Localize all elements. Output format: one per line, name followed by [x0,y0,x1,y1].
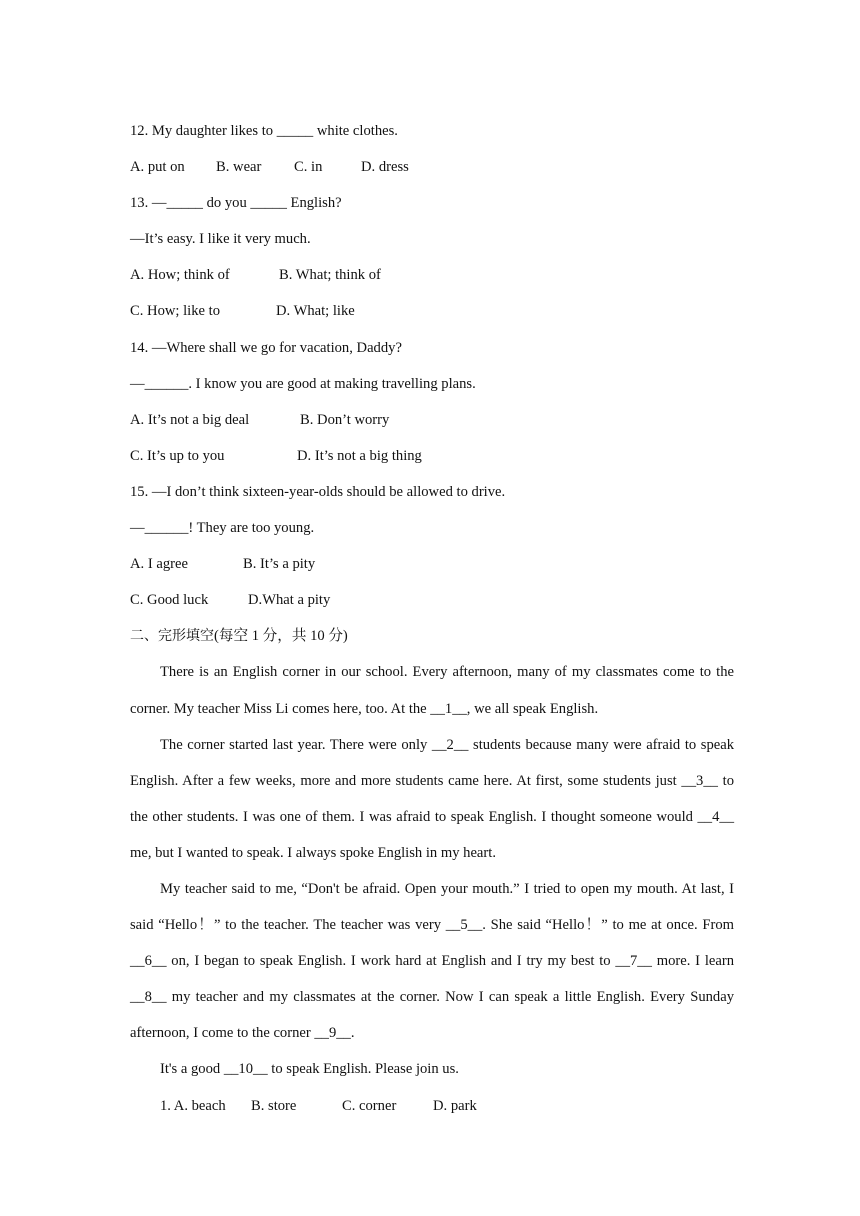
cloze-paragraph-1: There is an English corner in our school. Every afternoon, many of my classmates come to the corner. My teacher Miss Li comes here, too. At the __1__, we all speak English. [130,664,734,717]
q15-option-a: A. I agree [130,556,188,573]
q12-option-a: A. put on [130,159,185,176]
cloze-1-option-b: B. store [251,1097,297,1114]
q13-option-b: B. What; think of [279,267,381,284]
cloze-paragraph-3: My teacher said to me, “Don't be afraid. Open your mouth.” I tried to open my mouth. At last, I said “Hello！” to the teacher. The teacher was very __5__. She said “Hello！” to me at once. From __6__ on, I began to speak English. I work hard at English and I try my best to __7__ more. I learn __8__ my teacher and my classmates at the corner. Now I can speak a little English. Every Sunday afternoon, I come to the corner __9__. [130,880,734,1042]
exam-page [130,113,734,1124]
question-14-stem: 14. —Where shall we go for vacation, Daddy? [130,339,402,356]
question-14-options-row2 [130,438,734,474]
cloze-1-option-d: D. park [433,1097,477,1114]
question-12-options [130,149,734,185]
q12-option-b: B. wear [216,159,262,176]
section-2-scoring-note: (每空 1 分，共 10 分) [214,628,348,645]
question-13-options-row1 [130,257,734,293]
question-12-stem: 12. My daughter likes to _____ white clothes. [130,123,398,139]
q13-option-c: C. How; like to [130,303,220,320]
cloze-1-option-c: C. corner [342,1097,397,1114]
q15-option-d: D.What a pity [248,592,331,609]
question-13-reply: —It’s easy. I like it very much. [130,231,311,248]
cloze-paragraph-4: It's a good __10__ to speak English. Please join us. [160,1061,459,1078]
question-13-stem: 13. —_____ do you _____ English? [130,195,342,212]
question-13-options-row2 [130,293,734,329]
q12-option-c: C. in [294,159,323,176]
question-14-options-row1 [130,402,734,438]
cloze-1-option-a: 1. A. beach [160,1097,226,1114]
q14-option-a: A. It’s not a big deal [130,411,250,428]
q15-option-b: B. It’s a pity [243,556,316,573]
q14-option-b: B. Don’t worry [300,411,390,428]
cloze-1-options [130,1088,734,1124]
q13-option-d: D. What; like [276,303,355,320]
section-2-title: 二、完形填空 [130,628,214,645]
q13-option-a: A. How; think of [130,267,230,284]
question-14-reply: —______. I know you are good at making travelling plans. [130,375,476,392]
question-15-options-row2 [130,582,734,618]
cloze-paragraph-2: The corner started last year. There were only __2__ students because many were afraid to speak English. After a few weeks, more and more students came here. At first, some students just __3__ to the other students. I was one of them. I was afraid to speak English. I thought someone would __4__ me, but I wanted to speak. I always spoke English in my heart. [130,736,734,861]
section-2-heading [130,618,734,654]
question-15-stem: 15. —I don’t think sixteen-year-olds should be allowed to drive. [130,483,506,500]
q15-option-c: C. Good luck [130,592,209,609]
question-15-options-row1 [130,546,734,582]
q14-option-d: D. It’s not a big thing [297,447,422,464]
question-15-reply: —______! They are too young. [130,520,315,537]
q14-option-c: C. It’s up to you [130,447,225,464]
q12-option-d: D. dress [361,159,409,176]
